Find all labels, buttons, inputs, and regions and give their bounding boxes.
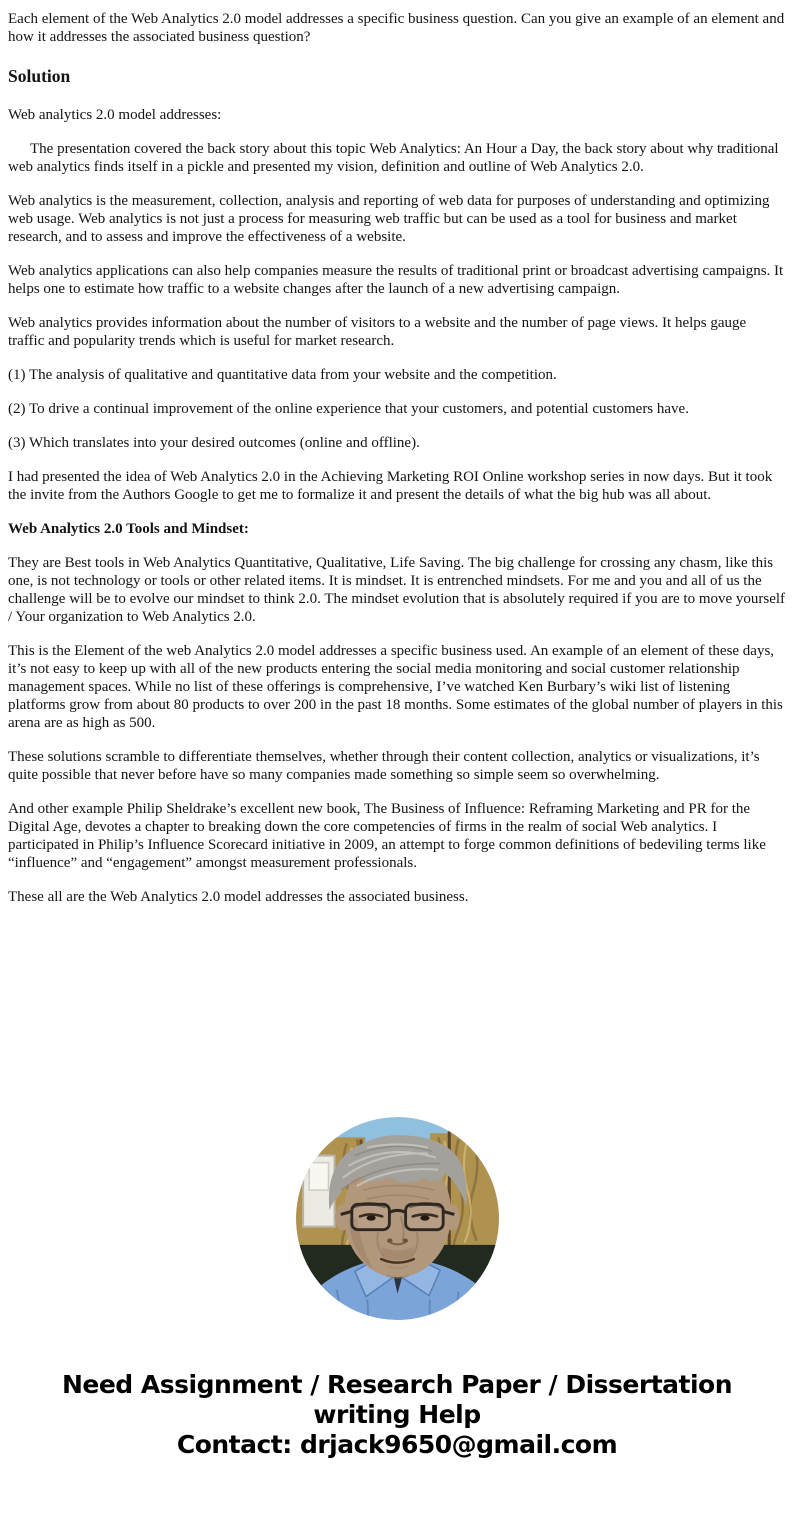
footer-banner: [8, 1370, 786, 1460]
body-paragraph-5: Web analytics provides information about the number of visitors to a website and the number of page views. It helps gauge traffic and popularity trends which is useful for market research.: [8, 315, 747, 349]
body-paragraph-9: I had presented the idea of Web Analytics 2.0 in the Achieving Marketing ROI Online workshop series in now days. But it took the invite from the Authors Google to get me to formalize it and present the details of what the big hub was all about.: [8, 469, 773, 503]
profile-photo-illustration: [296, 1117, 499, 1320]
body-paragraph-7: (2) To drive a continual improvement of the online experience that your customers, and potential customers have.: [8, 401, 689, 417]
profile-photo-section: [8, 1117, 786, 1320]
tools-mindset-heading: Web Analytics 2.0 Tools and Mindset:: [8, 521, 249, 537]
body-paragraph-3: Web analytics is the measurement, collection, analysis and reporting of web data for purposes of understanding and optimizing web usage. Web analytics is not just a process for measuring web traffic but can be used as a tool for business and market research, and to assess and improve the effectiveness of a website.: [8, 193, 770, 245]
body-paragraph-6: (1) The analysis of qualitative and quantitative data from your website and the competition.: [8, 367, 557, 383]
body-paragraph-14: And other example Philip Sheldrake’s excellent new book, The Business of Influence: Reframing Marketing and PR for the Digital Age, devotes a chapter to breaking down the core competencies of firms in the realm of social Web analytics. I participated in Philip’s Influence Scorecard initiative in 2009, an attempt to forge common definitions of bedeviling terms like “influence” and “engagement” amongst measurement professionals.: [8, 801, 766, 871]
body-paragraph-8: (3) Which translates into your desired outcomes (online and offline).: [8, 435, 420, 451]
footer-line-2: writing Help: [313, 1400, 481, 1429]
profile-photo: [296, 1117, 499, 1320]
body-paragraph-11: They are Best tools in Web Analytics Quantitative, Qualitative, Life Saving. The big challenge for crossing any chasm, like this one, is not technology or tools or other related items. It is mindset. It is entrenched mindsets. For me and you and all of us the challenge will be to evolve our mindset to think 2.0. The mindset evolution that is absolutely required if you are to move yourself / Your organization to Web Analytics 2.0.: [8, 555, 786, 625]
footer-line-1: Need Assignment / Research Paper / Dissertation: [61, 1370, 733, 1399]
body-paragraph-12: This is the Element of the web Analytics 2.0 model addresses a specific business used. An example of an element of these days, it’s not easy to keep up with all of the new products entering the social media monitoring and social customer relationship management spaces. While no list of these offerings is comprehensive, I’ve watched Ken Burbary’s wiki list of listening platforms grow from about 80 products to over 200 in the past 18 months. Some estimates of the global number of players in this arena are as high as 500.: [8, 643, 783, 731]
body-paragraph-1: Web analytics 2.0 model addresses:: [8, 107, 222, 123]
footer-contact-email: Contact: drjack9650@gmail.com: [176, 1430, 618, 1459]
document-body: [8, 10, 786, 906]
body-paragraph-13: These solutions scramble to differentiate themselves, whether through their content collection, analytics or visualizations, it’s quite possible that never before have so many companies made something so simple seem so overwhelming.: [8, 749, 760, 783]
body-paragraph-15: These all are the Web Analytics 2.0 model addresses the associated business.: [8, 889, 469, 905]
body-paragraph-2: The presentation covered the back story about this topic Web Analytics: An Hour a Day, the back story about why traditional web analytics finds itself in a pickle and presented my vision, definition and outline of Web Analytics 2.0.: [8, 141, 779, 175]
solution-heading: Solution: [8, 66, 71, 86]
body-paragraph-4: Web analytics applications can also help companies measure the results of traditional print or broadcast advertising campaigns. It helps one to estimate how traffic to a website changes after the launch of a new advertising campaign.: [8, 263, 784, 297]
question-paragraph: Each element of the Web Analytics 2.0 model addresses a specific business question. Can you give an example of an element and how it addresses the associated business question?: [8, 11, 785, 45]
